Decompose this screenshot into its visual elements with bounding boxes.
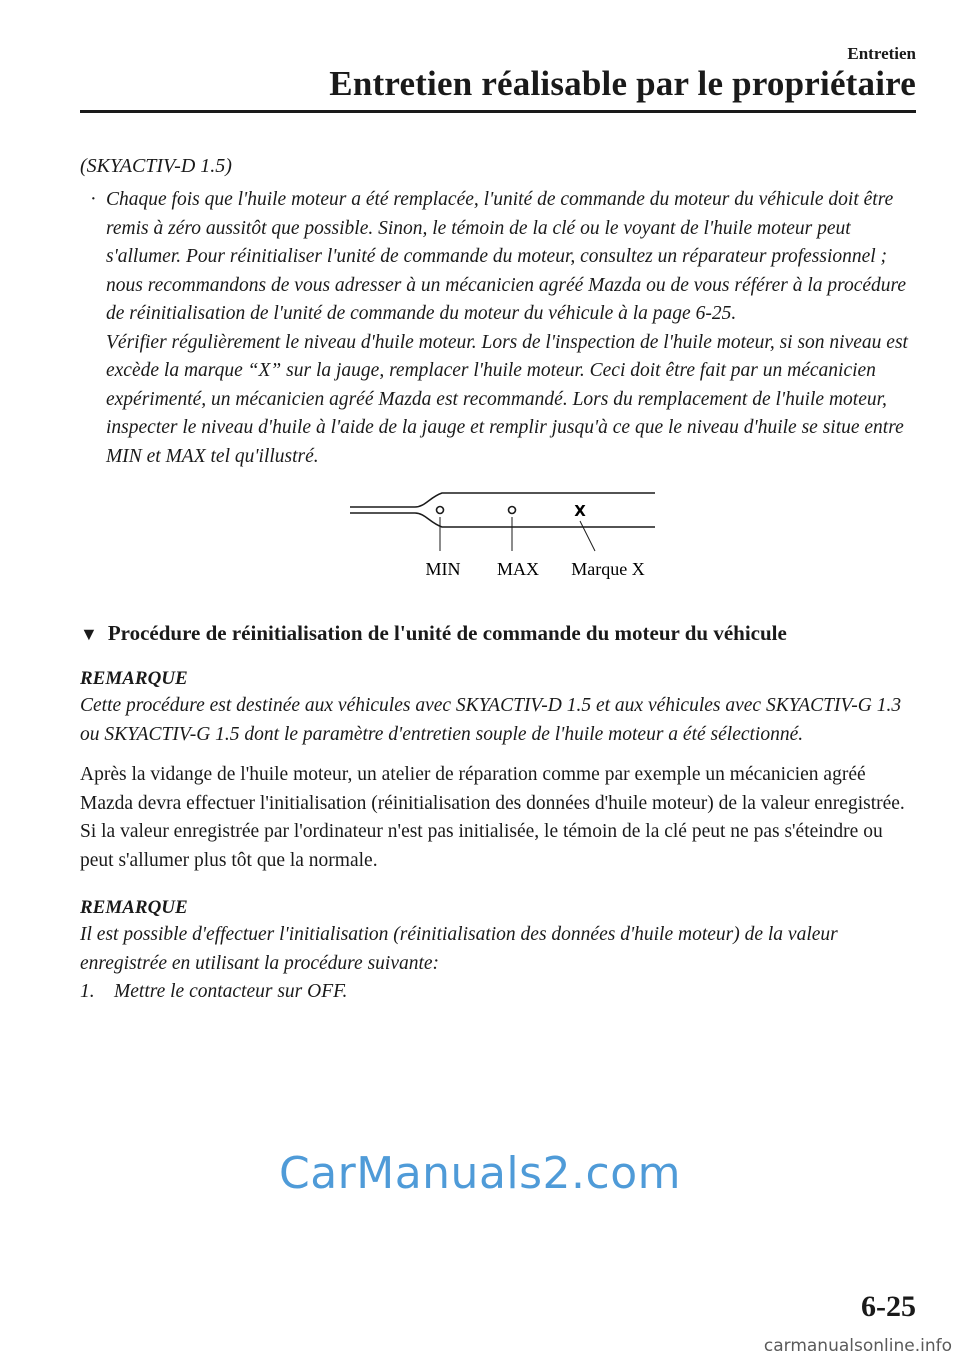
page-content — [80, 155, 916, 1007]
dipstick-bottom-edge — [350, 513, 655, 527]
label-min: MIN — [425, 559, 461, 579]
note-text: Cette procédure est destinée aux véhicules avec SKYACTIV-D 1.5 et aux véhicules avec SKYACTIV-G 1.3 ou SKYACTIV-G 1.5 dont le paramètre d'entretien souple de l'huile moteur a été sélectionné. — [80, 695, 902, 745]
label-max: MAX — [496, 559, 540, 579]
body-paragraph: Après la vidange de l'huile moteur, un atelier de réparation comme par exemple un mécanicien agréé Mazda devra effectuer l'initialisation (réinitialisation des données d'huile moteur) de la valeur enregistrée. Si la valeur enregistrée par l'ordinateur n'est pas initialisée, le témoin de la clé peut ne pas s'éteindre ou peut s'allumer plus tôt que la normale. — [80, 764, 905, 871]
bullet-dot: · — [90, 189, 96, 210]
section-heading — [80, 621, 916, 646]
bullet-paragraph-level: Vérifier régulièrement le niveau d'huile moteur. Lors de l'inspection de l'huile moteur, si son niveau est excède la marque “X” sur la jauge, remplacer l'huile moteur. Ceci doit être fait par un mécanicien expérimenté, un mécanicien agréé Mazda est recommandé. Lors du remplacement de l'huile moteur, inspecter le niveau d'huile à l'aide de la jauge et remplir jusqu'à ce que le niveau d'huile se situe entre MIN et MAX tel qu'illustré. — [106, 331, 908, 467]
note-label: REMARQUE — [80, 668, 188, 689]
min-mark-icon — [437, 507, 444, 514]
note-label-2: REMARQUE — [80, 897, 188, 918]
bullet-item — [80, 186, 916, 471]
note-text-2: Il est possible d'effectuer l'initialisation (réinitialisation des données d'huile moteur) de la valeur enregistrée en utilisant la procédure suivante: — [80, 924, 838, 974]
watermark-logo: CarManuals2.com — [278, 1148, 682, 1199]
dipstick-diagram — [80, 481, 916, 601]
x-leader-line — [580, 521, 595, 551]
section-label: Entretien — [847, 44, 916, 63]
step-number: 1. — [80, 981, 95, 1002]
step-text: Mettre le contacteur sur OFF. — [114, 981, 348, 1002]
triangle-marker-icon: ▼ — [80, 624, 98, 644]
header-divider — [80, 110, 916, 113]
max-mark-icon — [509, 507, 516, 514]
page-number: 6-25 — [861, 1290, 916, 1323]
bullet-paragraph-reset: Chaque fois que l'huile moteur a été remplacée, l'unité de commande du moteur du véhicule doit être remis à zéro aussitôt que possible. Sinon, le témoin de la clé ou le voyant de l'huile moteur peut s'allumer. Pour réinitialiser l'unité de commande du moteur, consultez un réparateur professionnel ; nous recommandons de vous adresser à un mécanicien agréé Mazda ou de vous référer à la procédure de réinitialisation de l'unité de commande du moteur du véhicule à la page 6-25. — [106, 189, 907, 324]
page-header — [329, 44, 916, 104]
section-heading-text: Procédure de réinitialisation de l'unité de commande du moteur du véhicule — [107, 621, 787, 645]
bullet-text — [106, 186, 916, 471]
label-marque-x: Marque X — [571, 559, 645, 579]
step-item — [80, 978, 916, 1007]
x-mark-icon: X — [574, 502, 586, 520]
dipstick-illustration — [80, 481, 916, 601]
dipstick-top-edge — [350, 493, 655, 507]
skyactiv-subheading: (SKYACTIV-D 1.5) — [80, 155, 232, 177]
footer-link[interactable]: carmanualsonline.info — [763, 1336, 952, 1356]
page-title: Entretien réalisable par le propriétaire — [329, 64, 916, 103]
